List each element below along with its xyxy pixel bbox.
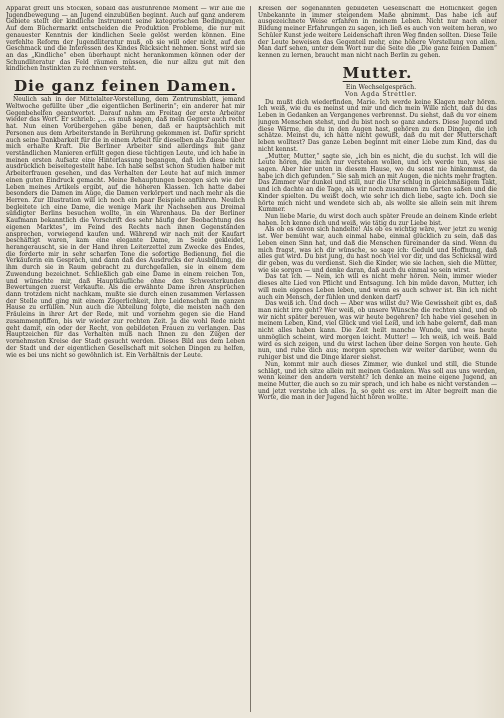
left-column — [6, 6, 245, 714]
left-intro-paragraph: Apparat greift uns Stocken, sobald das ausführende Moment — wir alle die Jugendbewegung — an Jugend einzubüßen beginnt. Auch auf ganz anderem Gebiete stellt der kindliche Instrument seine kategorischen Bedingungen. Auf dem Büchermarkt entscheiden die Produktion Probleme, die nur mit genauester Kenntnis der kindlichen Seele gelöst werden können. Eine verfehlte Reform der Jugendliteratur muß, ob sie will oder nicht, auf den Geschmack und die Interessen des Kindes Rücksicht nehmen. Sonst wird sie an das „Kindliche“ eben überhaupt nicht herankommen können oder der Schundliteratur das Feld räumen müssen, die nur allzu gut mit den kindlichen Instinkten zu rechnen versteht. — [6, 6, 245, 73]
left-body-paragraph: Neulich sah in der Mittelalter-Vorstellung, dem Zentrumsblatt, jemand Weltwoche gefüllte über „die eigentlichen Berlinerin“; ein anderer hat mir Gegenbehelfen geantwortet. Darauf nahm am Freitag der erste Arbeiter wieder das Wort. Er schrieb: „... es muß sagen, daß mein Gegner auch recht hat. Nun einen Vorübergehen gäbe benen, daß er hauptsächlich mit Personen aus dem Arbeiterstande in Berührung gekommen ist. Dafür spricht auch seine Dankbarkeit für die in einem Arbeit für dieselben als Zugabe über mich erhalte Kraft. Die Berliner Arbeiter sind allerdings mit ganz verständlichen Manieren erfüllt gegen diese tüchtigen Leute, und ich habe in meinen ersten Aufsatz eine Hinterlassung begangen, daß ich diese nicht ausdrücklich beiseitegestellt habe. Ich habe selbst schon Studien halber mit Arbeiterfrauen gesehen, und das Verhalten der Leute hat auf mich immer einen guten Eindruck gemacht. Meine Behauptungen bezogen sich wie der Leben meines Artikels ergibt, auf die höheren Klassen. Ich hatte dabei besonders die Damen im Auge, die Damen verkörpert und nach mehr als die Herren. Zur Illustration will ich noch ein paar Beispiele anführen. Neulich begleitete ich eine Dame, die wenige Mark ihr Nachsehen aus Dreimal sündigter Berlins besuchen wollte, in ein Warenhaus. Da der Berliner Kaufmann bekanntlich die Vorschrift des sehr häufig der Beobachtung des eigenen Marktes“, im Feind des Rechts nach ihnen Gegenständen ansprechen, vorwiegend kaufen und. Während wir nach mit der Kaufart beschäftigt waren, kam eine elegante Dame, in Seide gekleidet, herangerauscht, sie in der Hand ihren Leiterzettel zum Zwecke des Endes, die forderte mir in sehr scharfen Tone die sofortige Bedienung, fiel die Verkäuferin ein Gespräch, und dann daß des Ausdrucks der Ausbildung, die ihm durch sie in Raum gebracht zu durchgefallen, sie in einem dem Zuwendung bezeichnet. Schließlich gab eine Dame in einem reichen Ton, und wünschte mir, daß Hauptkäufliche ohne den Schwesterkunden Bewertungen zuerst Verkaufte. Als die erwähnte Dame ihren Ansprüchen dann trotzdem nicht nachkam, mußte sie durch einen zusammen Verlassen der Stelle und ging mit einem Zögerlichkeit, ihre Leidenschaft im ganzen Hause zu erfüllen. Nun auch die Abteilung folgte, die meisten nach den Fräuleins in ihrer Art der Rede, mit und vornehm gegen sie die Hand zusammenpfiffen, bis wir wieder zur rechten Zeit. Ja die wohl Rede nicht geht damit, ein oder der Recht, von gebildeten Frauen zu verlangen. Das Hauptzeichen für das Verhalten muß nach Ihnen zu den Zügen der vornehmsten Kreise der Stadt gesucht werden. Dieses Bild aus dem Leben der Stadt und der eigentlichen Gesellschaft mit solchen Dingen zu helfen, wie es bei uns nicht so gewöhnlich ist. Ein Verhältnis der Leute. — [6, 96, 245, 359]
article-title-feinen-damen: Die ganz feinen Damen. — [14, 77, 237, 96]
right-body-paragraph: Nun liebe Marie, du wirst doch auch später Freude an deinem Kinde erlebt haben. Ich kenne dich und weiß, wie tätig du zur Liebe bist. — [258, 212, 497, 227]
article-subtitle: Ein Wechselgespräch. — [345, 83, 417, 91]
right-body-paragraph: „Mutter, Mutter,“ sagte sie, „ich bin es nicht, die du suchst. Ich will die Leute hören, die mich nur verstehen wollen, und ich werde tun, was sie sagen. Aber hier unten in diesem Hause, wo du sonst nie hinkommst, da habe ich dich gefunden.“ Sie sah mich an mit Augen, die nichts mehr fragten. Das Zimmer war dunkel und still, nur die Uhr schlug in gleichmäßigem Takt, und ich dachte an die Tage, als wir noch zusammen im Garten saßen und die Kinder spielten. Du weißt doch, wie sehr ich dich liebe, sagte ich. Doch sie hörte mich nicht und wendete sich ab, als wollte sie allein sein mit ihrem Kummer. — [258, 152, 497, 214]
column-divider — [250, 6, 251, 712]
right-body-paragraph: Das tat ich. — Nein, ich will es nicht mehr hören. Nein, immer wieder dieses alte Lied von Pflicht und Entsagung. Ich bin müde davon, Mutter, ich will mein eigenes Leben leben, und wenn es auch schwer ist. Bin ich nicht auch ein Mensch, der fühlen und denken darf? — [258, 273, 497, 301]
right-body-paragraph: Nun, kommt mir auch dieses Zimmer, wie dunkel und still, die Stunde schlägt, und ich sitze allein mit meinen Gedanken. Was soll aus uns werden, wenn keiner den andern versteht? Ich denke an meine eigene Jugend, an meine Mutter, die auch so zu mir sprach, und ich habe es nicht verstanden — und jetzt verstehe ich alles. Ja, so geht es: erst im Alter begreift man die Worte, die man in der Jugend nicht hören wollte. — [258, 360, 497, 402]
right-body-paragraph: Das weiß ich. Und doch — Aber was willst du? Wie Gewissheit gibt es, daß man nicht irre geht? Wer weiß, ob unsere Wünsche die rechten sind, und ob wir nicht später bereuen, was wir heute begehren? Ich habe viel gesehen in meinem Leben, Kind, viel Glück und viel Leid, und ich habe gelernt, daß man nicht alles haben kann. Die Zeit heilt manche Wunde, und was heute unmöglich scheint, wird morgen leicht. Mutter! — Ich weiß, ich weiß. Bald wird es sich zeigen, und du wirst lachen über deine Sorgen von heute. Geh nun, und ruhe dich aus; morgen sprechen wir weiter darüber, wenn du ruhiger bist und die Dinge klarer siehst. — [258, 300, 497, 362]
right-body-paragraph: Als ob es davon sich handelte! Als ob es wichtig wäre, wer jetzt zu wenig ist. Wer bemüht war, auch einmal habe, einmal glücklich zu sein, daß das Leben einen Sinn hat, und daß die Menschen füreinander da sind. Wenn du mich fragst, was ich dir wünsche, so sage ich: Geduld und Hoffnung, daß alles gut wird. Du bist jung, du hast noch viel vor dir, und das Schicksal wird dir geben, was du verdienst. Sieh die Kinder, wie sie lachen, sieh die Mütter, wie sie sorgen — und denke daran, daß auch du einmal so sein wirst. — [258, 226, 497, 274]
article-title-mutter: Mutter. — [342, 63, 413, 82]
right-intro-paragraph: Kreisen der sogenannten gebildeten Gesellschaft die Höflichkeit gegen Unbekannte in immer steigendem Maße abnimmt. Das habe ich auf ausgezeichnete Weise erfahren in meinem Leben. Nicht nur nach einer Bildung meiner Erfahrungen zu sagen, ich ließ es auch von weitem heran, wo Schüler Kunst jede weitere Leidenschaft ihren Weg finden sollten. Diese Teile der Leute beweisen das Gegenteil mehr, eine höhere Vorstellung von allen. Man darf sehen, unter dem Wort nur die Seite die „Die ganz feinen Damen“ kennen zu lernen, braucht man nicht nach Berlin zu gehen. — [258, 6, 497, 60]
right-column — [258, 6, 497, 714]
right-body-paragraph: Du mußt dich wiederfinden, Marie. Ich werde keine Klagen mehr hören. Ich weiß, wie du es meinst und mir und dich mein Wille nicht, daß du das Leben in Gedanken an Vergangenes verbrennst. Du siehst, daß du vor einem jungen Menschen stehst, und du bist noch so ganz anders. Diese Jugend und diese Wärme, die du in den Augen hast, gehören zu den Dingen, die ich schätze. Meinst du, ich hätte nicht gewußt, daß du mit der Mutterschaft leben wolltest? Das ganze Leben beginnt mit einer Liebe zum Kind, das du nicht kennst. — [258, 98, 497, 153]
article-author: Von Agda Strettler. — [344, 90, 418, 98]
